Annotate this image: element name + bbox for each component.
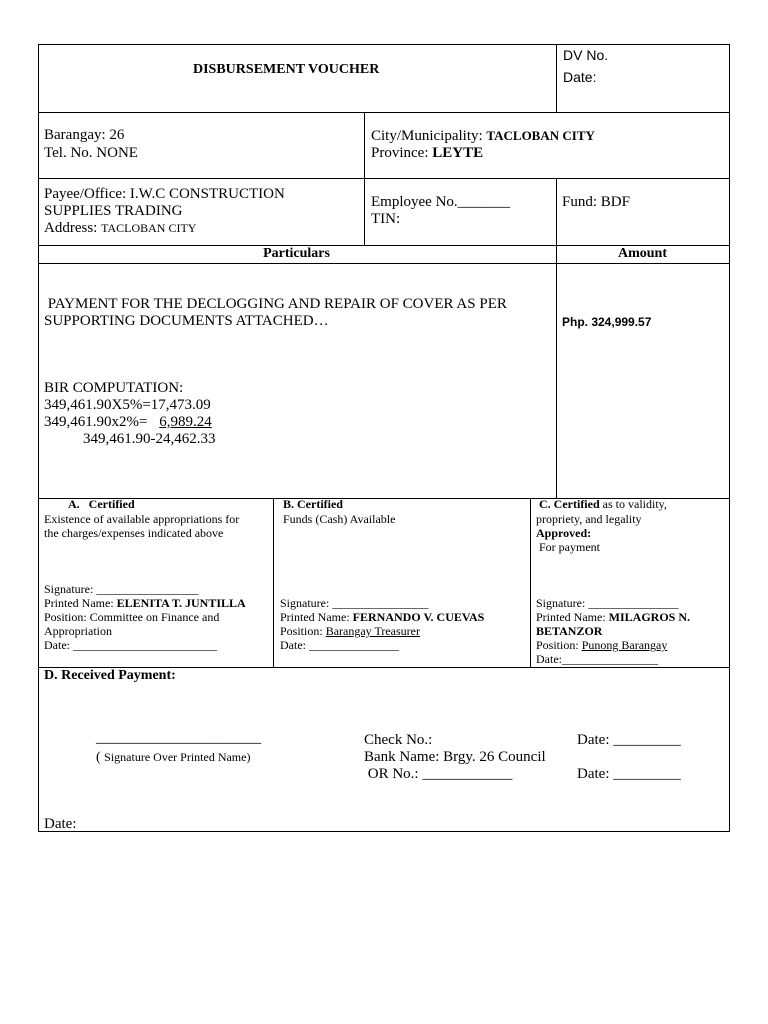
city-municipality bbox=[371, 128, 595, 145]
date-blank: ________________ bbox=[562, 652, 658, 666]
rule bbox=[39, 263, 729, 264]
rule bbox=[39, 112, 729, 113]
printed-name-value: ELENITA T. JUNTILLA bbox=[116, 596, 246, 610]
bir-computation-line-3: 349,461.90-24,462.33 bbox=[83, 431, 216, 447]
cert-a-description-2: the charges/expenses indicated above bbox=[44, 526, 224, 540]
cert-c-description: propriety, and legality bbox=[536, 512, 642, 526]
position-label: Position: bbox=[280, 624, 323, 638]
position-label: Position: bbox=[536, 638, 579, 652]
bir-computation-line-1: 349,461.90X5%=17,473.09 bbox=[44, 397, 211, 413]
cert-c-for-payment: For payment bbox=[536, 540, 600, 554]
tin: TIN: bbox=[371, 211, 401, 227]
check-number: Check No.: bbox=[364, 732, 433, 748]
signature-line: ______________________ bbox=[96, 730, 261, 746]
city-value: TACLOBAN CITY bbox=[486, 128, 595, 143]
cert-c-position bbox=[536, 639, 667, 653]
rule bbox=[556, 45, 557, 112]
address-value: TACLOBAN CITY bbox=[101, 221, 197, 235]
check-date: Date: _________ bbox=[577, 732, 681, 748]
province-value: LEYTE bbox=[432, 145, 484, 161]
bir-line-2-value: 6,989.24 bbox=[159, 414, 212, 430]
signature-caption-text: Signature Over Printed Name) bbox=[104, 750, 251, 764]
cert-c-approved: Approved: bbox=[536, 526, 592, 540]
particulars-line-1: PAYMENT FOR THE DECLOGGING AND REPAIR OF COVER AS PER bbox=[44, 296, 507, 312]
amount-value: Php. 324,999.57 bbox=[562, 315, 652, 329]
cert-b-signature: Signature: ________________ bbox=[280, 596, 429, 610]
city-label: City/Municipality: bbox=[371, 128, 483, 144]
cert-a-heading: A. Certified bbox=[68, 497, 135, 511]
signature-caption-paren: ( bbox=[96, 750, 105, 765]
or-date: Date: _________ bbox=[577, 766, 681, 782]
received-date: Date: bbox=[44, 816, 77, 832]
position-value: Punong Barangay bbox=[581, 638, 668, 652]
cert-b-date: Date: _______________ bbox=[280, 638, 399, 652]
cert-a-description-1: Existence of available appropriations for bbox=[44, 512, 240, 526]
or-number: OR No.: ____________ bbox=[364, 766, 513, 782]
address-label: Address: bbox=[44, 220, 98, 236]
rule bbox=[556, 178, 557, 498]
cert-a-date: Date: ________________________ bbox=[44, 638, 217, 652]
cert-c-printed-name bbox=[536, 611, 690, 625]
cert-a-position-1: Position: Committee on Finance and bbox=[44, 610, 220, 624]
printed-name-label: Printed Name: bbox=[44, 596, 114, 610]
barangay: Barangay: 26 bbox=[44, 127, 125, 143]
cert-a-signature: Signature: _________________ bbox=[44, 582, 199, 596]
rule bbox=[273, 498, 274, 667]
cert-c-heading bbox=[539, 498, 667, 512]
printed-name-value: MILAGROS N. bbox=[608, 610, 690, 624]
printed-name-label: Printed Name: bbox=[280, 610, 350, 624]
cert-c-heading-rest: as to validity, bbox=[599, 497, 667, 511]
cert-c-date bbox=[536, 653, 658, 667]
cert-c-printed-name-2: BETANZOR bbox=[536, 624, 603, 638]
printed-name-value: FERNANDO V. CUEVAS bbox=[352, 610, 485, 624]
date-label: Date: bbox=[536, 652, 562, 666]
province bbox=[371, 145, 483, 162]
particulars-line-2: SUPPORTING DOCUMENTS ATTACHED… bbox=[44, 313, 329, 329]
cert-c-heading-bold: C. Certified bbox=[539, 497, 600, 511]
payee-address bbox=[44, 220, 196, 237]
province-label: Province: bbox=[371, 145, 429, 161]
bir-line-2-prefix: 349,461.90x2%= bbox=[44, 414, 148, 430]
bir-computation-title: BIR COMPUTATION: bbox=[44, 380, 184, 396]
dv-date-label: Date: bbox=[563, 69, 597, 85]
document-title: DISBURSEMENT VOUCHER bbox=[193, 62, 380, 77]
rule bbox=[530, 498, 531, 667]
particulars-heading: Particulars bbox=[263, 246, 330, 261]
cert-b-printed-name bbox=[280, 611, 484, 625]
signature-caption bbox=[96, 750, 250, 766]
rule bbox=[39, 178, 729, 179]
amount-heading: Amount bbox=[617, 246, 667, 261]
employee-number: Employee No._______ bbox=[371, 194, 511, 210]
cert-b-heading: B. Certified bbox=[283, 497, 343, 511]
received-payment-heading: D. Received Payment: bbox=[44, 668, 176, 683]
payee-line-1: Payee/Office: I.W.C CONSTRUCTION bbox=[44, 186, 285, 202]
payee-line-2: SUPPLIES TRADING bbox=[44, 203, 183, 219]
cert-b-description: Funds (Cash) Available bbox=[283, 512, 396, 526]
telephone: Tel. No. NONE bbox=[44, 145, 138, 161]
dv-number-label: DV No. bbox=[563, 47, 609, 63]
cert-a-position-2: Appropriation bbox=[44, 624, 112, 638]
printed-name-label: Printed Name: bbox=[536, 610, 606, 624]
cert-b-position bbox=[280, 625, 420, 639]
cert-c-signature: Signature: _______________ bbox=[536, 596, 679, 610]
position-value: Barangay Treasurer bbox=[325, 624, 420, 638]
bank-name: Bank Name: Brgy. 26 Council bbox=[364, 749, 546, 765]
cert-a-printed-name bbox=[44, 597, 246, 611]
fund: Fund: BDF bbox=[562, 194, 630, 210]
bir-computation-line-2 bbox=[44, 414, 212, 431]
rule bbox=[364, 112, 365, 245]
